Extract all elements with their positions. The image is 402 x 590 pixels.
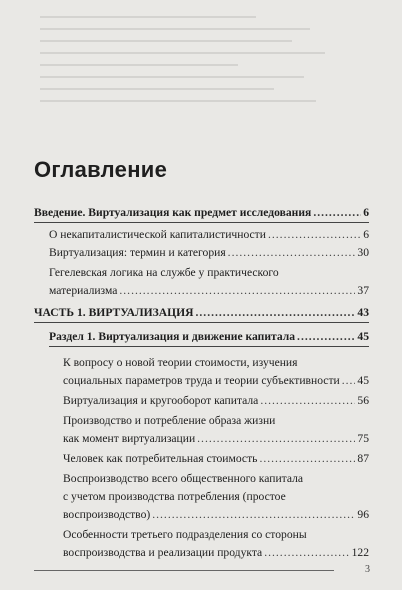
divider-line <box>34 322 369 323</box>
show-through-text <box>40 6 340 136</box>
page-number: 3 <box>365 564 370 575</box>
toc-entry-part-1[interactable] <box>34 306 369 320</box>
toc-page-number: 75 <box>357 432 369 445</box>
leader-dots <box>119 284 355 298</box>
toc-entry-title: Человек как потребительная стоимость <box>63 452 258 465</box>
toc-entry-hegel-line1[interactable]: Гегелевская логика на службе у практического <box>49 266 279 279</box>
toc-page-number: 6 <box>363 206 369 219</box>
toc-entry-reproduction[interactable] <box>63 508 369 522</box>
toc-page-number: 45 <box>357 374 369 387</box>
toc-entry-value-theory[interactable] <box>63 374 369 388</box>
divider-line <box>49 346 369 347</box>
toc-entry-human-use-value[interactable] <box>63 452 369 466</box>
toc-entry-lifestyle[interactable] <box>63 432 369 446</box>
leader-dots <box>342 374 356 388</box>
toc-entry-title: Раздел 1. Виртуализация и движение капитала <box>49 330 296 343</box>
toc-entry-title: материализма <box>49 284 118 297</box>
toc-page-number: 96 <box>357 508 369 521</box>
toc-entry-title: как момент виртуализации <box>63 432 196 445</box>
toc-entry-title: социальных параметров труда и теории субъективности <box>63 374 340 387</box>
toc-page-number: 37 <box>357 284 369 297</box>
toc-entry-title: ЧАСТЬ 1. ВИРТУАЛИЗАЦИЯ <box>34 306 194 319</box>
toc-entry-reproduction-line2[interactable]: с учетом производства потребления (простое <box>63 490 286 503</box>
toc-entry-title: Введение. Виртуализация как предмет исследования <box>34 206 312 219</box>
toc-entry-third-division[interactable] <box>63 546 369 560</box>
toc-page-number: 87 <box>357 452 369 465</box>
toc-entry-hegel[interactable] <box>49 284 369 298</box>
leader-dots <box>297 330 355 344</box>
toc-entry-title: Виртуализация: термин и категория <box>49 246 226 259</box>
leader-dots <box>197 432 355 446</box>
toc-page-number: 6 <box>363 228 369 241</box>
toc-entry-lifestyle-line1[interactable]: Производство и потребление образа жизни <box>63 414 276 427</box>
toc-entry-reproduction-line1[interactable]: Воспроизводство всего общественного капитала <box>63 472 304 485</box>
toc-entry-virtualization-term[interactable] <box>49 246 369 260</box>
toc-page-number: 45 <box>357 330 369 343</box>
toc-page-number: 122 <box>351 546 369 559</box>
divider-line <box>34 222 369 223</box>
page-title: Оглавление <box>34 157 168 182</box>
toc-entry-third-division-line1[interactable]: Особенности третьего подразделения со стороны <box>63 528 307 541</box>
leader-dots <box>228 246 356 260</box>
leader-dots <box>313 206 361 220</box>
leader-dots <box>268 228 361 242</box>
toc-entry-title: Виртуализация и кругооборот капитала <box>63 394 259 407</box>
toc-entry-value-theory-line1[interactable]: К вопросу о новой теории стоимости, изучения <box>63 356 298 369</box>
leader-dots <box>259 452 355 466</box>
toc-entry-noncapitalist[interactable] <box>49 228 369 242</box>
leader-dots <box>152 508 355 522</box>
toc-entry-title: воспроизводства и реализации продукта <box>63 546 263 559</box>
footer-rule <box>34 570 334 571</box>
toc-page-number: 30 <box>357 246 369 259</box>
leader-dots <box>264 546 349 560</box>
toc-page-number: 56 <box>357 394 369 407</box>
toc-entry-title: О некапиталистической капиталистичности <box>49 228 266 241</box>
toc-entry-section-1[interactable] <box>49 330 369 344</box>
leader-dots <box>196 306 356 320</box>
toc-entry-capital-circuit[interactable] <box>63 394 369 408</box>
toc-page-number: 43 <box>357 306 369 319</box>
toc-entry-title: воспроизводство) <box>63 508 151 521</box>
toc-entry-introduction[interactable] <box>34 206 369 220</box>
leader-dots <box>260 394 355 408</box>
